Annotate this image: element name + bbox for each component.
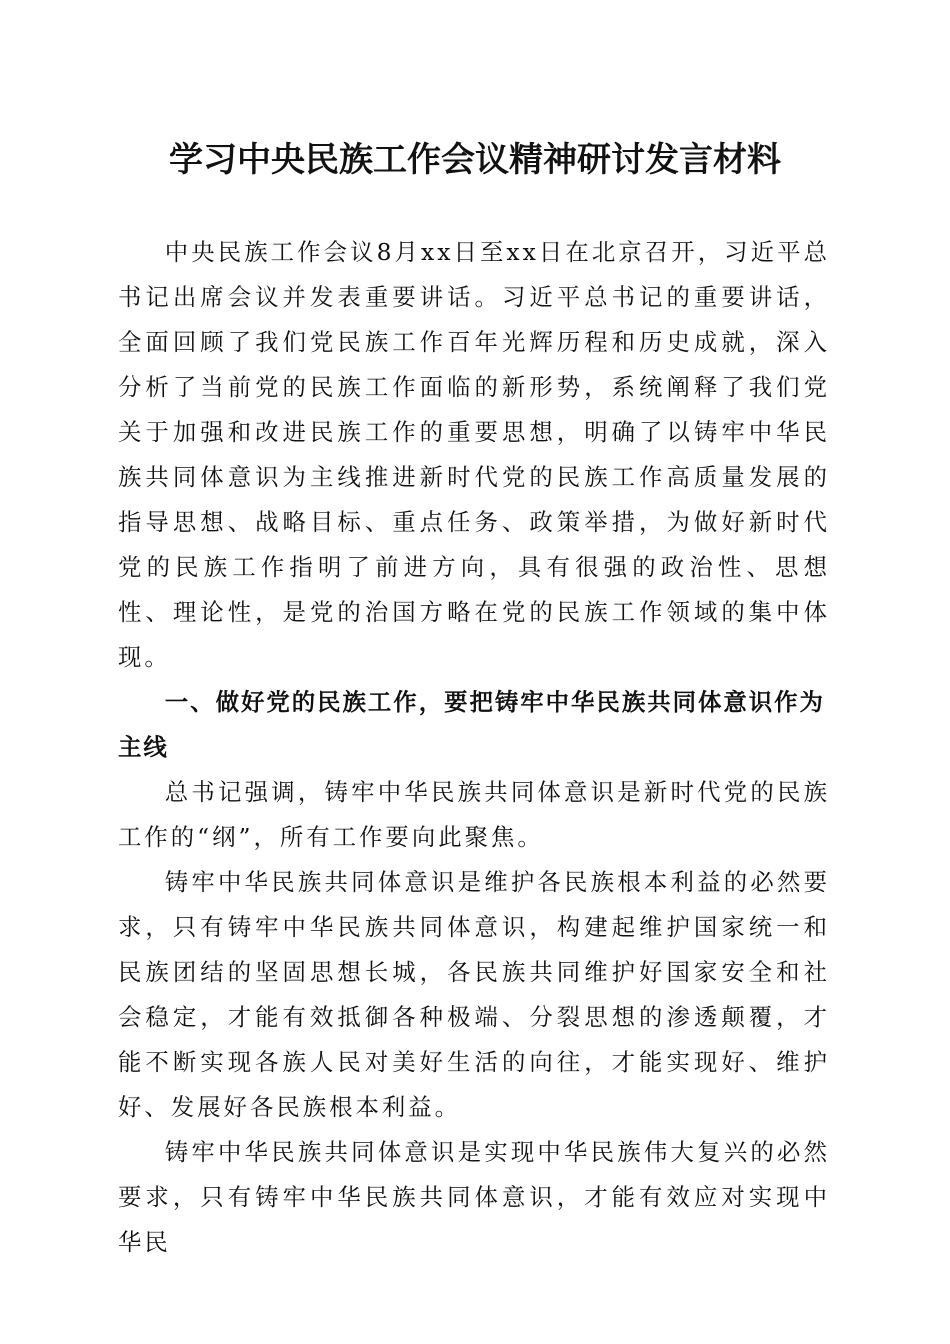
document-body [118,230,830,1265]
intro-paragraph: 中央民族工作会议8月xx日至xx日在北京召开，习近平总书记出席会议并发表重要讲话。习近平总书记的重要讲话，全面回顾了我们党民族工作百年光辉历程和历史成就，深入分析了当前党的民族工作面临的新形势，系统阐释了我们党关于加强和改进民族工作的重要思想，明确了以铸牢中华民族共同体意识为主线推进新时代党的民族工作高质量发展的指导思想、战略目标、重点任务、政策举措，为做好新时代党的民族工作指明了前进方向，具有很强的政治性、思想性、理论性，是党的治国方略在党的民族工作领域的集中体现。 [118,238,830,671]
document-title: 学习中央民族工作会议精神研讨发言材料 [169,140,781,180]
section-1-paragraph-3: 铸牢中华民族共同体意识是实现中华民族伟大复兴的必然要求，只有铸牢中华民族共同体意识，才能有效应对实现中华民 [118,1138,830,1256]
section-1-paragraph-2: 铸牢中华民族共同体意识是维护各民族根本利益的必然要求，只有铸牢中华民族共同体意识，构建起维护国家统一和民族团结的坚固思想长城，各民族共同维护好国家安全和社会稳定，才能有效抵御各种极端、分裂思想的渗透颠覆，才能不断实现各族人民对美好生活的向往，才能实现好、维护好、发展好各民族根本利益。 [118,868,830,1121]
section-1-heading: 一、做好党的民族工作，要把铸牢中华民族共同体意识作为主线 [118,688,825,761]
section-1-paragraph-1: 总书记强调，铸牢中华民族共同体意识是新时代党的民族工作的“纲”，所有工作要向此聚焦。 [118,778,830,851]
